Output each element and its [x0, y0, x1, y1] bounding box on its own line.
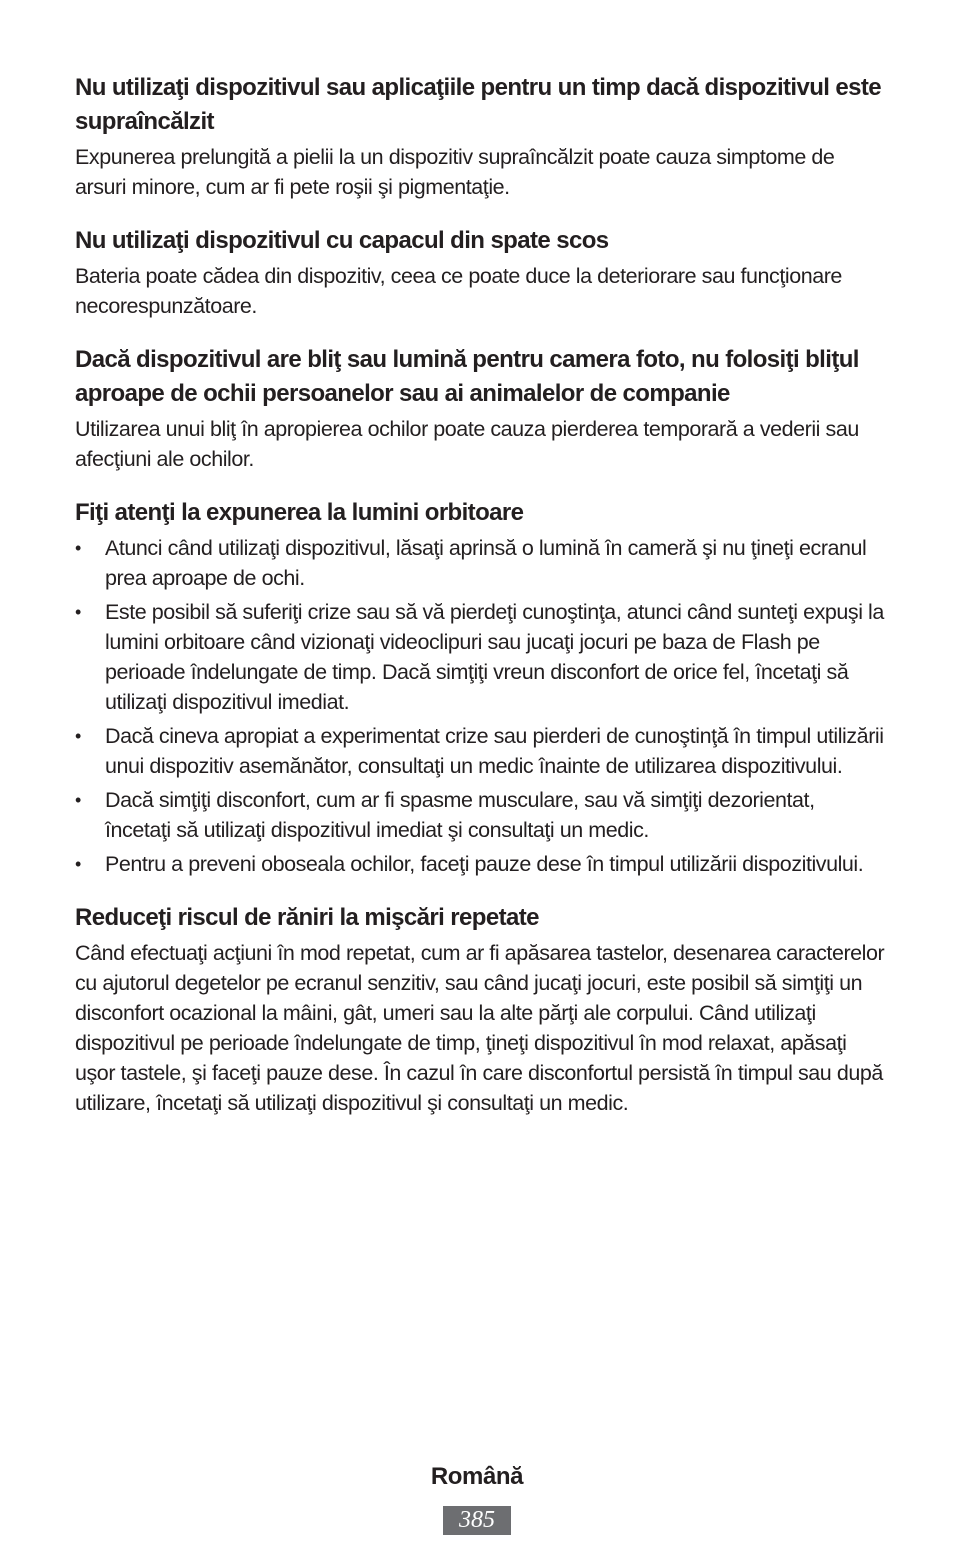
- section-flash: [75, 343, 885, 474]
- list-item-text: Pentru a preveni oboseala ochilor, faceţi pauze dese în timpul utilizării dispozitivului.: [105, 852, 864, 876]
- bullet-icon: •: [75, 854, 81, 874]
- section-body: Când efectuaţi acţiuni în mod repetat, cum ar fi apăsarea tastelor, desenarea caracterelor cu ajutorul degetelor pe ecranul senzitiv, sau când jucaţi jocuri, este posibil să simţiţi un disconfort ocazional la mâini, gât, umeri sau la alte părţi ale corpului. Când utilizaţi dispozitivul pe perioade îndelungate de timp, ţineţi dispozitivul în mod relaxat, apăsaţi uşor tastele, şi faceţi pauze dese. În cazul în care disconfortul persistă în timpul sau după utilizare, încetaţi să utilizaţi dispozitivul şi consultaţi un medic.: [75, 941, 885, 1115]
- list-item: [75, 849, 885, 879]
- section-overheating: [75, 71, 885, 202]
- document-content: [75, 71, 885, 1140]
- footer-language: Română: [430, 1463, 524, 1490]
- list-item-text: Dacă simţiţi disconfort, cum ar fi spasme musculare, sau vă simţiţi dezorientat, încetaţi să utilizaţi dispozitivul imediat şi consultaţi un medic.: [105, 788, 815, 842]
- bullet-list: [75, 533, 885, 879]
- section-title: Fiţi atenţi la expunerea la lumini orbitoare: [75, 499, 524, 526]
- section-flashing-lights: [75, 496, 885, 879]
- list-item: [75, 533, 885, 593]
- section-body: Bateria poate cădea din dispozitiv, ceea ce poate duce la deteriorare sau funcţionare necorespunzătoare.: [75, 264, 842, 318]
- page-number-badge: 385: [443, 1506, 511, 1535]
- section-title: Dacă dispozitivul are bliţ sau lumină pentru camera foto, nu folosiţi bliţul aproape de ochii persoanelor sau ai animalelor de companie: [75, 346, 859, 407]
- list-item-text: Dacă cineva apropiat a experimentat crize sau pierderi de cunoştinţă în timpul utilizării unui dispozitiv asemănător, consultaţi un medic înainte de utilizarea dispozitivului.: [105, 724, 884, 778]
- list-item-text: Este posibil să suferiţi crize sau să vă pierdeţi cunoştinţa, atunci când sunteţi expuşi la lumini orbitoare când vizionaţi videoclipuri sau jucaţi jocuri pe baza de Flash pe perioade îndelungate de timp. Dacă simţiţi vreun disconfort de orice fel, încetaţi să utilizaţi dispozitivul imediat.: [105, 600, 884, 714]
- section-back-cover: [75, 224, 885, 321]
- list-item: [75, 785, 885, 845]
- section-title: Reduceţi riscul de răniri la mişcări repetate: [75, 904, 539, 931]
- section-title: Nu utilizaţi dispozitivul cu capacul din spate scos: [75, 227, 609, 254]
- list-item-text: Atunci când utilizaţi dispozitivul, lăsaţi aprinsă o lumină în cameră şi nu ţineţi ecranul prea aproape de ochi.: [105, 536, 867, 590]
- list-item: [75, 721, 885, 781]
- bullet-icon: •: [75, 790, 81, 810]
- bullet-icon: •: [75, 602, 81, 622]
- section-repetitive-motion: [75, 901, 885, 1118]
- section-title: Nu utilizaţi dispozitivul sau aplicaţiile pentru un timp dacă dispozitivul este supraîncălzit: [75, 74, 882, 135]
- section-body: Expunerea prelungită a pielii la un dispozitiv supraîncălzit poate cauza simptome de arsuri minore, cum ar fi pete roşii şi pigmentaţie.: [75, 145, 835, 199]
- list-item: [75, 597, 885, 717]
- bullet-icon: •: [75, 538, 81, 558]
- bullet-icon: •: [75, 726, 81, 746]
- section-body: Utilizarea unui bliţ în apropierea ochilor poate cauza pierderea temporară a vederii sau afecţiuni ale ochilor.: [75, 417, 859, 471]
